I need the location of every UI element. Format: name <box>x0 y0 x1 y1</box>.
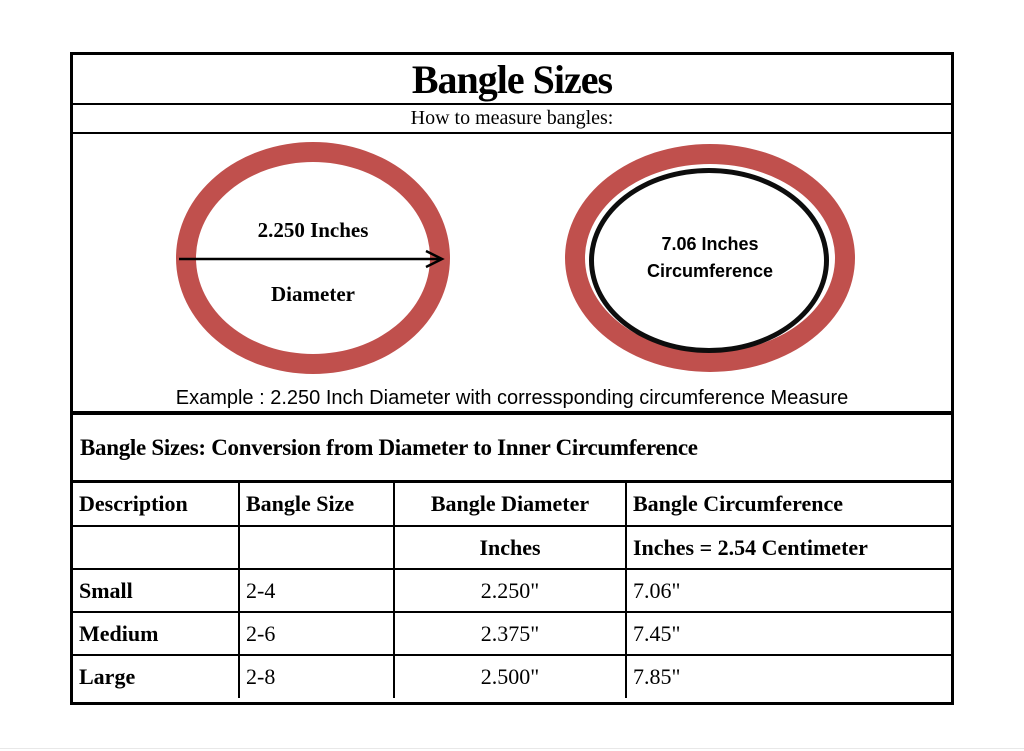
cell-size: 2-8 <box>239 655 394 698</box>
subheader-empty-2 <box>239 526 394 569</box>
diameter-arrow <box>176 248 448 270</box>
cell-size: 2-4 <box>239 569 394 612</box>
subheader-empty-1 <box>73 526 239 569</box>
table-row-small <box>73 569 951 612</box>
header-bangle-size: Bangle Size <box>239 483 394 526</box>
header-circumference: Bangle Circumference <box>626 483 951 526</box>
example-caption: Example : 2.250 Inch Diameter with corressponding circumference Measure <box>175 387 849 409</box>
cell-diameter: 2.375" <box>394 612 626 655</box>
title-row <box>73 55 951 105</box>
measurement-diagram <box>73 134 951 415</box>
circumference-label <box>565 231 855 285</box>
image-bottom-edge <box>0 748 1024 749</box>
subtitle-row <box>73 105 951 134</box>
subheader-inches: Inches <box>394 526 626 569</box>
cell-diameter: 2.500" <box>394 655 626 698</box>
diameter-measure-label: 2.250 Inches <box>257 218 369 242</box>
cell-description: Small <box>73 569 239 612</box>
cell-description: Medium <box>73 612 239 655</box>
header-description: Description <box>73 483 239 526</box>
cell-diameter: 2.250" <box>394 569 626 612</box>
size-chart-sheet <box>70 52 954 705</box>
diameter-word-label: Diameter <box>271 282 355 306</box>
cell-circumference: 7.06" <box>626 569 951 612</box>
table-header-row <box>73 483 951 526</box>
cell-description: Large <box>73 655 239 698</box>
cell-circumference: 7.45" <box>626 612 951 655</box>
table-row-medium <box>73 612 951 655</box>
page-title: Bangle Sizes <box>411 56 613 102</box>
subtitle: How to measure bangles: <box>410 107 614 129</box>
circumference-word-label: Circumference <box>646 261 774 281</box>
header-diameter: Bangle Diameter <box>394 483 626 526</box>
cell-circumference: 7.85" <box>626 655 951 698</box>
table-subheader-row <box>73 526 951 569</box>
conversion-section-title: Bangle Sizes: Conversion from Diameter to Inner Circumference <box>73 415 951 483</box>
conversion-table <box>73 483 951 698</box>
subheader-inches-cm: Inches = 2.54 Centimeter <box>626 526 951 569</box>
cell-size: 2-6 <box>239 612 394 655</box>
table-row-large <box>73 655 951 698</box>
circumference-measure-label: 7.06 Inches <box>661 234 759 254</box>
